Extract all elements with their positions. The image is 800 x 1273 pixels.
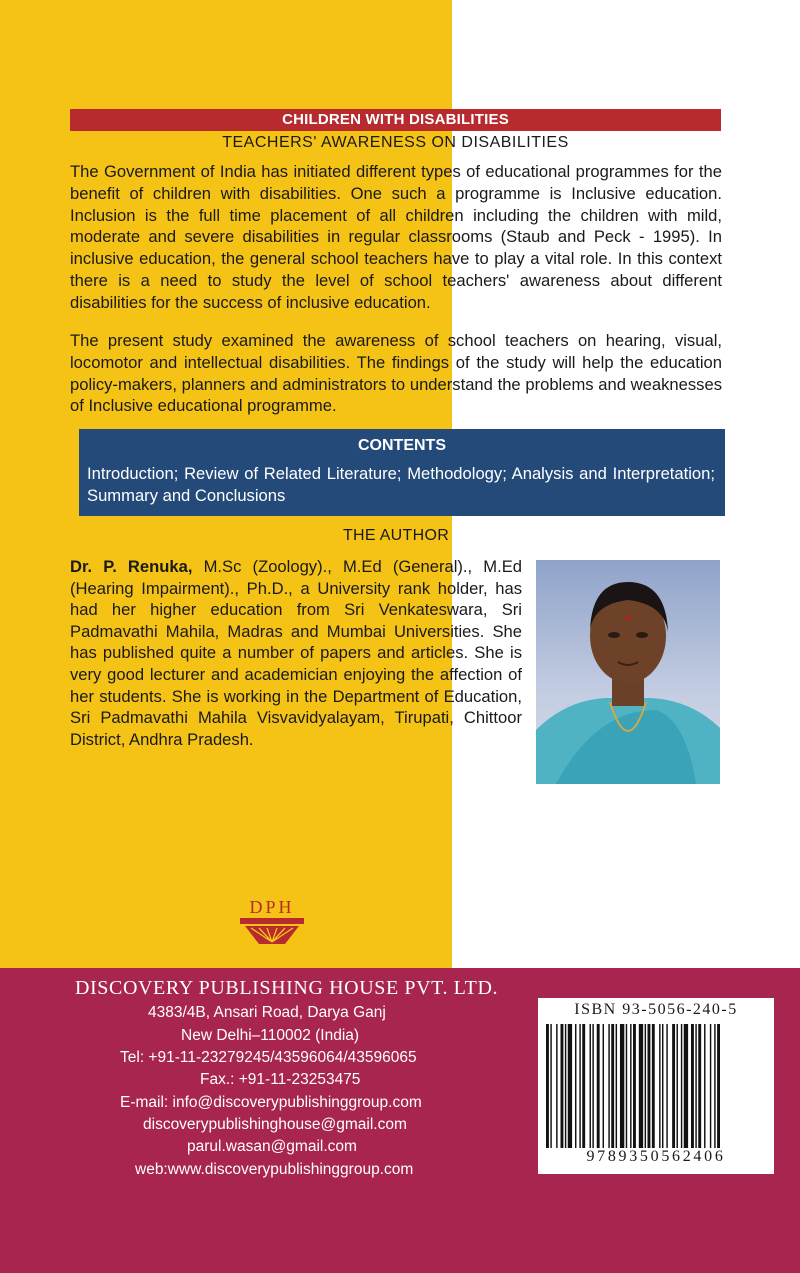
barcode-bar <box>561 1024 564 1148</box>
publisher-telephone: Tel: +91-11-23279245/43596064/43596065 <box>120 1049 417 1066</box>
barcode-bar <box>620 1024 624 1148</box>
barcode-bar <box>684 1024 688 1148</box>
publisher-address-line-1: 4383/4B, Ansari Road, Darya Ganj <box>148 1004 386 1021</box>
author-heading: THE AUTHOR <box>342 527 450 544</box>
barcode-bar <box>714 1024 715 1148</box>
publisher-email-3[interactable]: parul.wasan@gmail.com <box>187 1138 357 1155</box>
barcode-bar <box>645 1024 646 1148</box>
barcode-bar <box>626 1024 627 1148</box>
publisher-email-2[interactable]: discoverypublishinghouse@gmail.com <box>143 1116 407 1133</box>
book-title-banner: CHILDREN WITH DISABILITIES <box>70 109 721 131</box>
author-portrait-illustration <box>536 560 720 784</box>
barcode-bar <box>681 1024 682 1148</box>
barcode-bar <box>603 1024 604 1148</box>
barcode-bar <box>662 1024 663 1148</box>
author-bio-text: M.Sc (Zoology)., M.Ed (General)., M.Ed (Hearing Impairment)., Ph.D., a University rank holder, has had her higher education from Sri Venkateswara, Sri Padmavathi Mahila, Madras and Mumbai Universities. She has published quite a number of papers and articles. She is very good lecturer and academician enjoying the affection of her students. She is working in the Department of Education, Sri Padmavathi Mahila Visvavidyalayam, Tirupati, Chittoor District, Andhra Pradesh. <box>70 557 522 749</box>
publisher-address-line-2: New Delhi–110002 (India) <box>181 1027 360 1044</box>
barcode-bar <box>648 1024 651 1148</box>
author-name: Dr. P. Renuka, <box>70 557 193 576</box>
author-photo <box>536 560 720 784</box>
barcode-bar <box>582 1024 585 1148</box>
barcode-bar <box>616 1024 617 1148</box>
barcode-bar <box>550 1024 551 1148</box>
dph-logo-mark <box>237 896 307 956</box>
blurb-paragraph-2: The present study examined the awareness of school teachers on hearing, visual, locomotor and intellectual disabilities. The findings of the study will help the education policy-makers, planners and administrators to understand the problems and weaknesses of Inclusive educational programme. <box>70 331 722 416</box>
barcode-bar <box>704 1024 705 1148</box>
publisher-fax: Fax.: +91-11-23253475 <box>200 1071 361 1088</box>
barcode-bar <box>592 1024 593 1148</box>
dph-logo-letters: DPH <box>249 897 295 917</box>
barcode-bar <box>575 1024 576 1148</box>
barcode-bar <box>691 1024 694 1148</box>
publisher-name: DISCOVERY PUBLISHING HOUSE PVT. LTD. <box>75 977 499 999</box>
barcode-bar <box>611 1024 614 1148</box>
barcode-bar <box>608 1024 609 1148</box>
barcode-bar <box>565 1024 566 1148</box>
barcode-bar <box>630 1024 631 1148</box>
barcode-bar <box>633 1024 636 1148</box>
barcode-digits: 9789350562406 <box>586 1148 726 1165</box>
barcode-image <box>546 1024 766 1148</box>
author-bio <box>70 556 522 750</box>
barcode-bar <box>639 1024 643 1148</box>
barcode-bar <box>597 1024 600 1148</box>
blurb-paragraph-1: The Government of India has initiated different types of educational programmes for the benefit of children with disabilities. One such a programme is Inclusive education. Inclusion is the full time placement of all children including the children with mild, moderate and severe disabilities in regular classrooms (Staub and Peck - 1995). In inclusive education, the general school teachers have to play a vital role. In this context there is a need to study the level of school teachers' awareness about different disabilities for the success of inclusive education. <box>70 162 722 312</box>
barcode-bar <box>698 1024 701 1148</box>
contents-list: Introduction; Review of Related Literature; Methodology; Analysis and Interpretation; Summary and Conclusions <box>87 464 715 505</box>
barcode-bar <box>556 1024 557 1148</box>
barcode-bar <box>710 1024 711 1148</box>
barcode-bar <box>546 1024 549 1148</box>
book-subtitle: TEACHERS' AWARENESS ON DISABILITIES <box>222 134 569 151</box>
barcode-bar <box>677 1024 678 1148</box>
barcode-bar <box>672 1024 675 1148</box>
publisher-website[interactable]: web:www.discoverypublishinggroup.com <box>135 1161 414 1178</box>
contents-box <box>79 429 725 516</box>
barcode-bar <box>579 1024 580 1148</box>
isbn-barcode-box <box>538 998 774 1174</box>
barcode-bar <box>568 1024 572 1148</box>
publisher-email-1[interactable]: E-mail: info@discoverypublishinggroup.com <box>120 1094 422 1111</box>
barcode-bar <box>659 1024 660 1148</box>
barcode-bar <box>652 1024 655 1148</box>
barcode-bar <box>666 1024 667 1148</box>
barcode-bar <box>695 1024 696 1148</box>
dph-logo <box>237 896 307 956</box>
barcode-bar <box>590 1024 591 1148</box>
barcode-bar <box>717 1024 720 1148</box>
contents-title: CONTENTS <box>358 437 446 454</box>
isbn-label: ISBN 93-5056-240-5 <box>574 1001 738 1018</box>
